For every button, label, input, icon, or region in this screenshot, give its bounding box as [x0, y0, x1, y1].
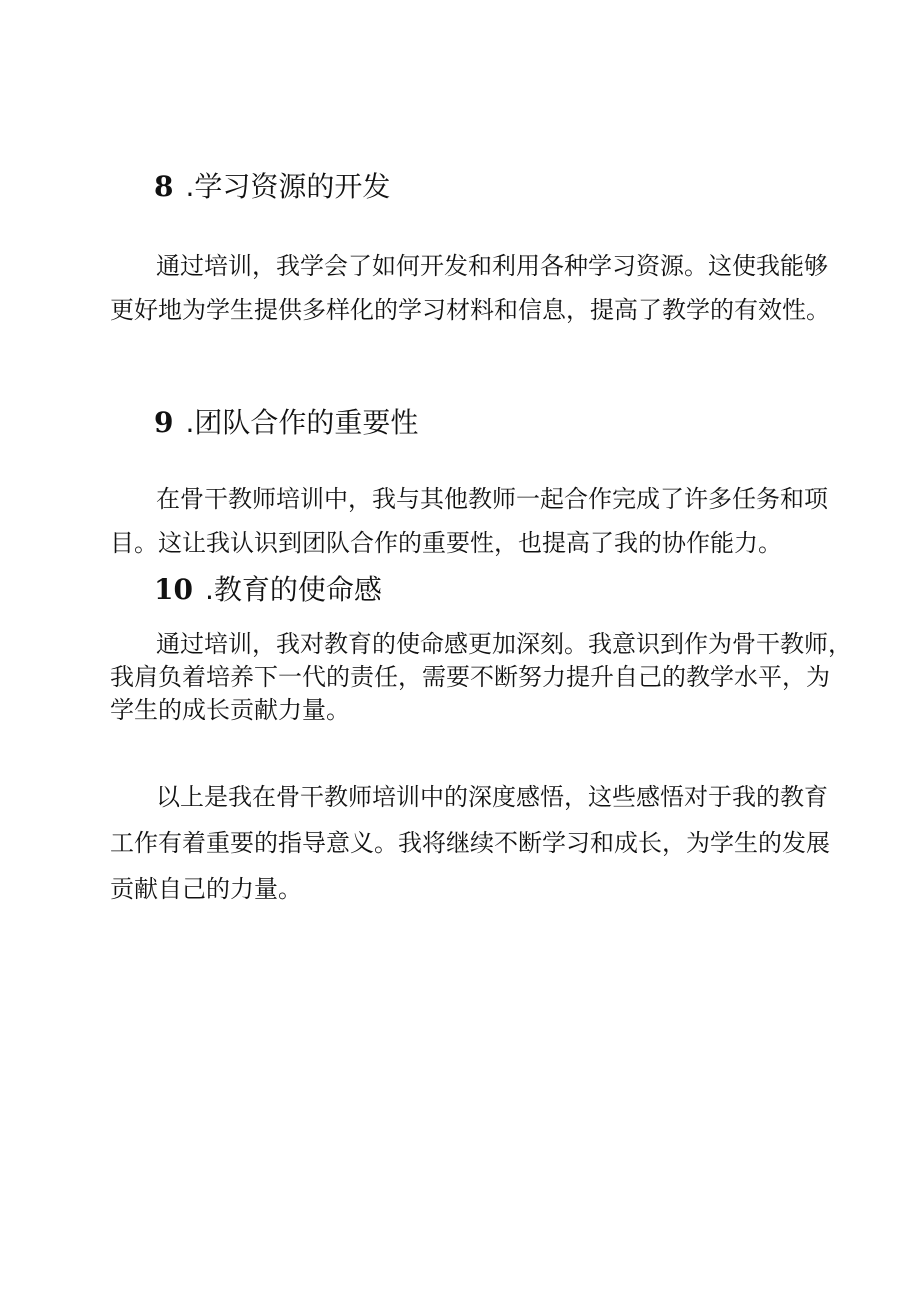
paragraph-line: 目。这让我认识到团队合作的重要性，也提高了我的协作能力。: [110, 529, 782, 557]
paragraph-line: 在骨干教师培训中，我与其他教师一起合作完成了许多任务和项: [156, 485, 828, 513]
section-8-number: 8: [154, 170, 174, 203]
paragraph-line: 贡献自己的力量。: [110, 875, 302, 903]
paragraph-line: 通过培训，我对教育的使命感更加深刻。我意识到作为骨干教师，: [156, 630, 852, 658]
paragraph-line: 工作有着重要的指导意义。我将继续不断学习和成长，为学生的发展: [110, 829, 830, 857]
section-8-paragraph: [110, 254, 830, 322]
section-10-heading: [154, 573, 382, 607]
section-10-title: .教育的使命感: [204, 573, 382, 606]
conclusion-paragraph: [110, 785, 830, 901]
section-9-title: .团队合作的重要性: [185, 406, 419, 439]
paragraph-line: 学生的成长贡献力量。: [110, 696, 350, 724]
section-9-heading: [154, 406, 418, 440]
paragraph-line: 以上是我在骨干教师培训中的深度感悟，这些感悟对于我的教育: [156, 783, 828, 811]
section-8-heading: [154, 170, 390, 204]
section-9-number: 9: [154, 406, 174, 439]
section-10-number: 10: [154, 573, 193, 606]
paragraph-line: 更好地为学生提供多样化的学习材料和信息，提高了教学的有效性。: [110, 296, 830, 324]
section-10-paragraph: [110, 632, 852, 722]
section-8-title: .学习资源的开发: [185, 170, 391, 203]
paragraph-line: 我肩负着培养下一代的责任，需要不断努力提升自己的教学水平，为: [110, 663, 830, 691]
paragraph-line: 通过培训，我学会了如何开发和利用各种学习资源。这使我能够: [156, 252, 828, 280]
section-9-paragraph: [110, 487, 828, 555]
